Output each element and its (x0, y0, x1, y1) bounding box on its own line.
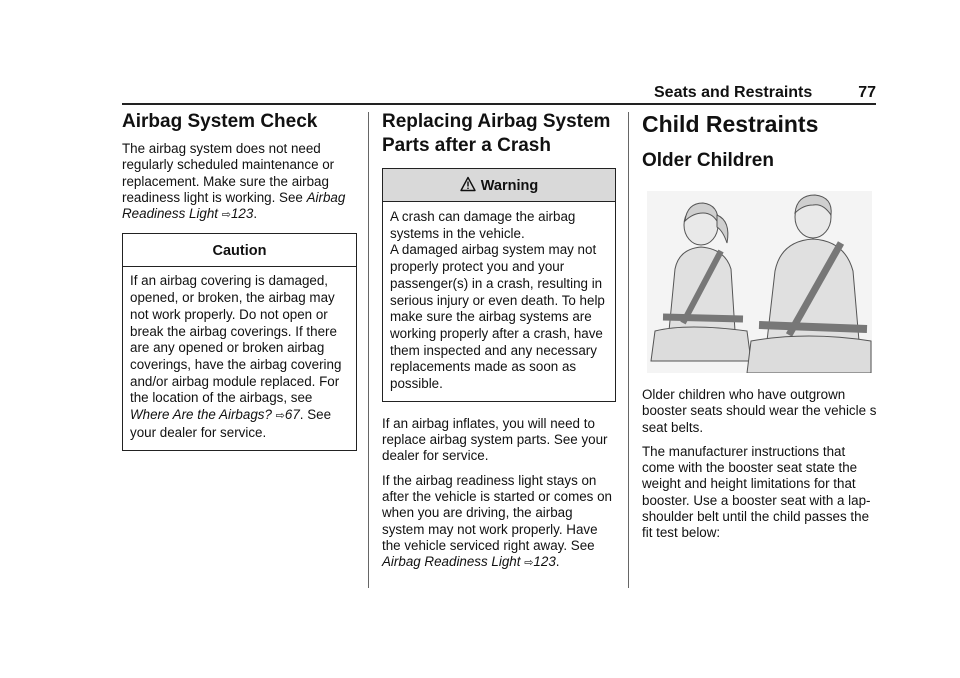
caution-body: If an airbag covering is damaged, opened, or broken, the airbag may not work properly. Do not open or break the airbag coverings. If there are any opened or broken airbag coverings, have the airbag covering and/or airbag module replaced. For the location of the airbags, see Where Are the Airbags? ⇨67. See your dealer for service. (130, 273, 342, 440)
warning-title: Warning (383, 169, 615, 202)
link-where-are-the-airbags[interactable]: Where Are the Airbags? ⇨67 (130, 407, 300, 423)
heading-child-restraints: Child Restraints (642, 111, 819, 137)
column-2 (382, 110, 616, 579)
paragraph-airbag-inflates: If an airbag inflates, you will need to replace airbag system parts. See your dealer for service. (382, 415, 608, 464)
paragraph-readiness-light: If the airbag readiness light stays on after the vehicle is started or comes on when you are driving, the airbag system may not work properly. Have the vehicle serviced right away. See Airbag Readiness Light ⇨123. (382, 472, 612, 570)
caution-box (122, 233, 357, 450)
link-airbag-readiness-light[interactable]: Airbag Readiness Light ⇨123 (122, 189, 346, 222)
page-ref-arrow-icon: ⇨ (275, 410, 285, 423)
paragraph-maintenance: The airbag system does not need regularly scheduled maintenance or replacement. Make sure the airbag readiness light is working. See Airbag Readiness Light ⇨123. (122, 141, 346, 222)
warning-icon (460, 176, 476, 192)
caution-title: Caution (123, 234, 356, 267)
heading-older-children: Older Children (642, 150, 774, 171)
page-ref-arrow-icon: ⇨ (524, 557, 534, 570)
paragraph-manufacturer-instructions: The manufacturer instructions that come with the booster seat state the weight and height limitations for that booster. Use a booster seat with a lap-shoulder belt until the child passes the fit test below: (642, 443, 871, 541)
heading-replacing-airbag-parts: Replacing Airbag System Parts after a Crash (382, 111, 611, 156)
warning-body (383, 202, 615, 401)
page-ref-arrow-icon: ⇨ (221, 209, 231, 222)
column-divider-1 (368, 112, 369, 588)
header-rule (122, 103, 876, 105)
warning-paragraph-2: A damaged airbag system may not properly protect you and your passenger(s) in a crash, resulting in serious injury or even death. To help make sure the airbag systems are working properly after a crash, have them inspected and any necessary replacements made as soon as possible. (390, 242, 605, 392)
warning-box (382, 168, 616, 402)
section-title: Seats and Restraints (654, 84, 813, 101)
older-children-seatbelt-illustration (647, 191, 872, 373)
column-divider-2 (628, 112, 629, 588)
page-number: 77 (858, 84, 876, 101)
heading-airbag-system-check: Airbag System Check (122, 111, 318, 132)
link-airbag-readiness-light-2[interactable]: Airbag Readiness Light ⇨123 (382, 554, 556, 570)
column-1 (122, 110, 357, 451)
paragraph-outgrown-boosters: Older children who have outgrown booster seats should wear the vehicle s seat belts. (642, 387, 877, 435)
warning-paragraph-1: A crash can damage the airbag systems in the vehicle. (390, 209, 576, 241)
column-3 (642, 110, 878, 550)
